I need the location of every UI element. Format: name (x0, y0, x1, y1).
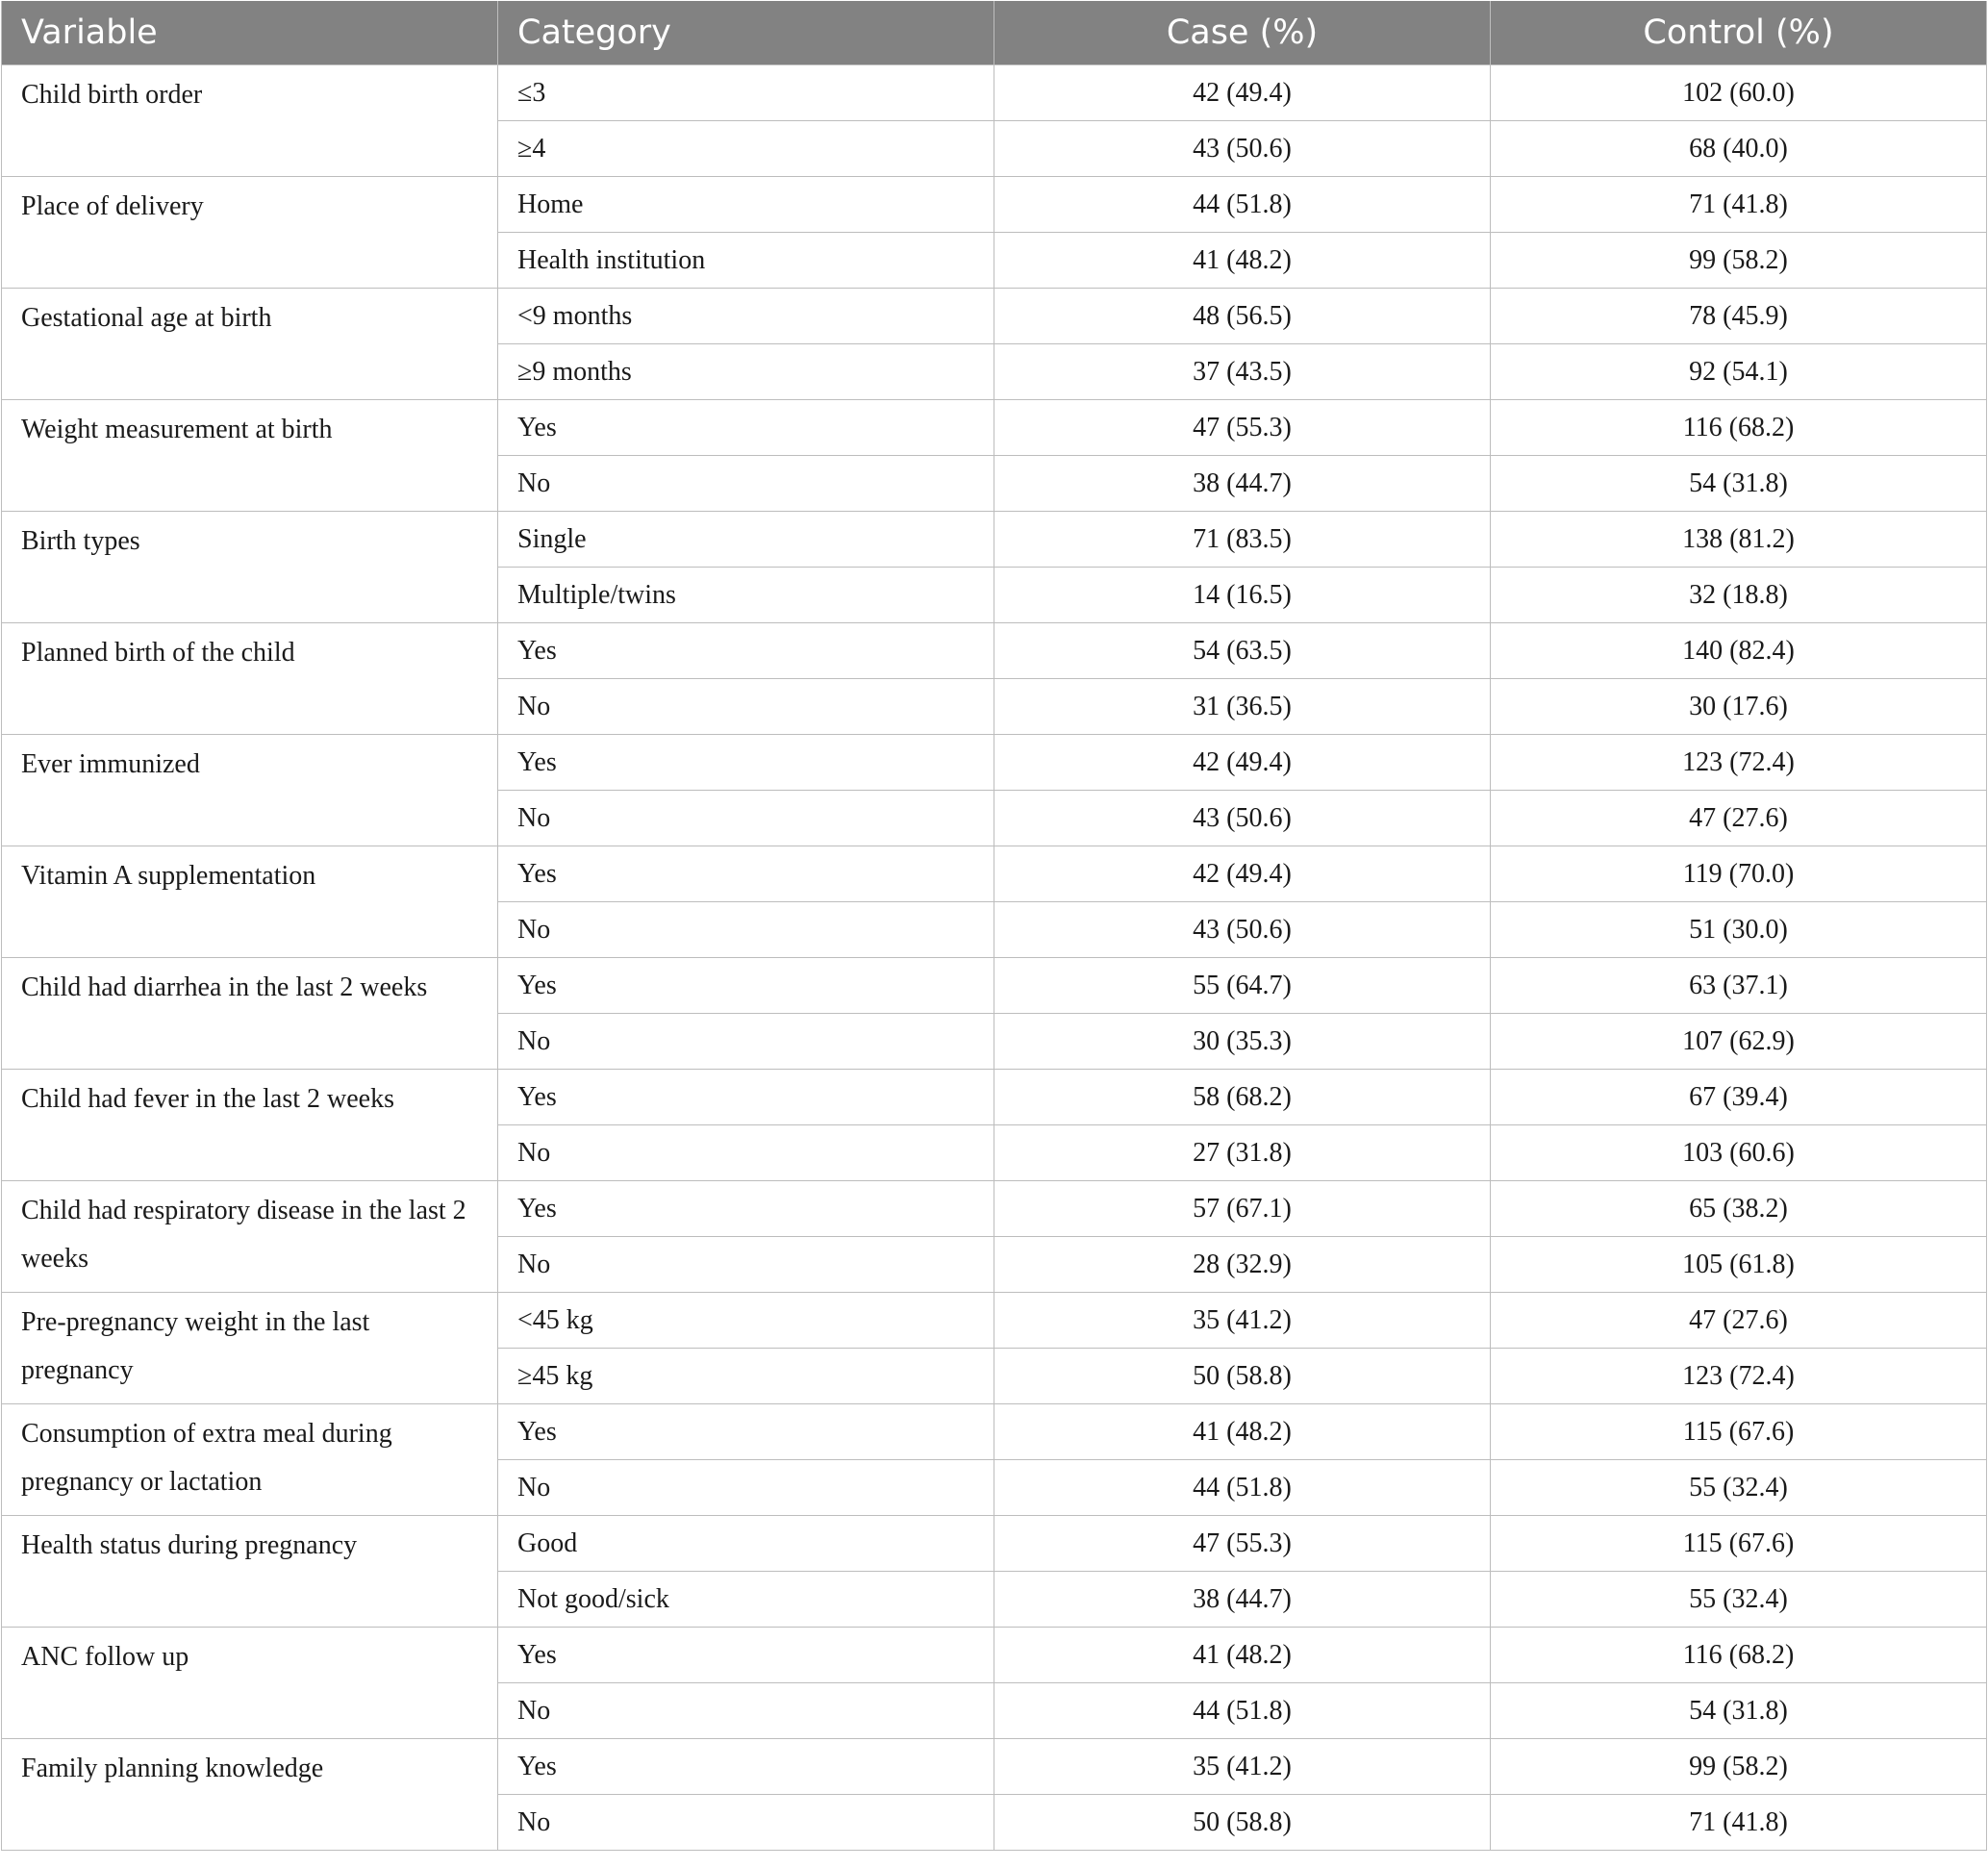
control-cell: 103 (60.6) (1491, 1125, 1987, 1181)
case-cell: 42 (49.4) (994, 846, 1491, 902)
data-table (1, 1, 1987, 1851)
header-row (2, 1, 1987, 65)
category-cell: ≥9 months (498, 344, 994, 400)
category-cell: Yes (498, 846, 994, 902)
case-cell: 57 (67.1) (994, 1181, 1491, 1237)
category-cell: Yes (498, 1628, 994, 1683)
case-cell: 58 (68.2) (994, 1070, 1491, 1125)
control-cell: 107 (62.9) (1491, 1014, 1987, 1070)
case-cell: 44 (51.8) (994, 1460, 1491, 1516)
case-cell: 35 (41.2) (994, 1293, 1491, 1349)
header-case: Case (%) (994, 1, 1491, 65)
category-cell: Not good/sick (498, 1572, 994, 1628)
variable-cell: Weight measurement at birth (2, 400, 498, 512)
category-cell: Yes (498, 1181, 994, 1237)
case-cell: 41 (48.2) (994, 1404, 1491, 1460)
control-cell: 30 (17.6) (1491, 679, 1987, 735)
category-cell: Yes (498, 1739, 994, 1795)
variable-cell: Child had respiratory disease in the last 2 weeks (2, 1181, 498, 1293)
case-cell: 50 (58.8) (994, 1349, 1491, 1404)
case-cell: 43 (50.6) (994, 121, 1491, 177)
control-cell: 32 (18.8) (1491, 568, 1987, 623)
variable-cell: Vitamin A supplementation (2, 846, 498, 958)
variable-cell: Consumption of extra meal during pregnancy or lactation (2, 1404, 498, 1516)
control-cell: 116 (68.2) (1491, 1628, 1987, 1683)
case-cell: 35 (41.2) (994, 1739, 1491, 1795)
table-row (2, 1628, 1987, 1683)
table-row (2, 1070, 1987, 1125)
case-cell: 47 (55.3) (994, 1516, 1491, 1572)
control-cell: 47 (27.6) (1491, 791, 1987, 846)
case-cell: 42 (49.4) (994, 65, 1491, 121)
case-cell: 48 (56.5) (994, 289, 1491, 344)
category-cell: No (498, 1795, 994, 1851)
control-cell: 55 (32.4) (1491, 1572, 1987, 1628)
control-cell: 140 (82.4) (1491, 623, 1987, 679)
table-row (2, 65, 1987, 121)
control-cell: 51 (30.0) (1491, 902, 1987, 958)
control-cell: 116 (68.2) (1491, 400, 1987, 456)
table-row (2, 289, 1987, 344)
variable-cell: Family planning knowledge (2, 1739, 498, 1851)
case-cell: 44 (51.8) (994, 177, 1491, 233)
variable-cell: Health status during pregnancy (2, 1516, 498, 1628)
table-row (2, 400, 1987, 456)
category-cell: Health institution (498, 233, 994, 289)
case-cell: 41 (48.2) (994, 1628, 1491, 1683)
control-cell: 99 (58.2) (1491, 1739, 1987, 1795)
control-cell: 54 (31.8) (1491, 456, 1987, 512)
category-cell: No (498, 1125, 994, 1181)
control-cell: 119 (70.0) (1491, 846, 1987, 902)
control-cell: 54 (31.8) (1491, 1683, 1987, 1739)
case-cell: 38 (44.7) (994, 1572, 1491, 1628)
control-cell: 68 (40.0) (1491, 121, 1987, 177)
variable-cell: Child had diarrhea in the last 2 weeks (2, 958, 498, 1070)
table-row (2, 846, 1987, 902)
case-cell: 28 (32.9) (994, 1237, 1491, 1293)
case-cell: 55 (64.7) (994, 958, 1491, 1014)
case-cell: 71 (83.5) (994, 512, 1491, 568)
case-cell: 27 (31.8) (994, 1125, 1491, 1181)
variable-cell: ANC follow up (2, 1628, 498, 1739)
category-cell: Home (498, 177, 994, 233)
category-cell: Yes (498, 735, 994, 791)
variable-cell: Birth types (2, 512, 498, 623)
case-cell: 44 (51.8) (994, 1683, 1491, 1739)
category-cell: No (498, 679, 994, 735)
category-cell: No (498, 1683, 994, 1739)
category-cell: Multiple/twins (498, 568, 994, 623)
category-cell: Yes (498, 1070, 994, 1125)
header-control: Control (%) (1491, 1, 1987, 65)
control-cell: 138 (81.2) (1491, 512, 1987, 568)
category-cell: <45 kg (498, 1293, 994, 1349)
case-cell: 43 (50.6) (994, 791, 1491, 846)
control-cell: 47 (27.6) (1491, 1293, 1987, 1349)
case-cell: 14 (16.5) (994, 568, 1491, 623)
table-row (2, 958, 1987, 1014)
control-cell: 71 (41.8) (1491, 1795, 1987, 1851)
case-cell: 54 (63.5) (994, 623, 1491, 679)
category-cell: No (498, 1460, 994, 1516)
variable-cell: Place of delivery (2, 177, 498, 289)
category-cell: Yes (498, 623, 994, 679)
table-row (2, 1516, 1987, 1572)
category-cell: Yes (498, 400, 994, 456)
control-cell: 65 (38.2) (1491, 1181, 1987, 1237)
table-row (2, 1293, 1987, 1349)
variable-cell: Child had fever in the last 2 weeks (2, 1070, 498, 1181)
category-cell: No (498, 791, 994, 846)
control-cell: 78 (45.9) (1491, 289, 1987, 344)
table-row (2, 1739, 1987, 1795)
control-cell: 71 (41.8) (1491, 177, 1987, 233)
case-cell: 37 (43.5) (994, 344, 1491, 400)
category-cell: Yes (498, 1404, 994, 1460)
category-cell: No (498, 456, 994, 512)
category-cell: Good (498, 1516, 994, 1572)
header-variable: Variable (2, 1, 498, 65)
category-cell: Single (498, 512, 994, 568)
variable-cell: Ever immunized (2, 735, 498, 846)
header-category: Category (498, 1, 994, 65)
case-cell: 43 (50.6) (994, 902, 1491, 958)
category-cell: No (498, 902, 994, 958)
table-body (2, 65, 1987, 1851)
variable-cell: Planned birth of the child (2, 623, 498, 735)
control-cell: 67 (39.4) (1491, 1070, 1987, 1125)
case-cell: 38 (44.7) (994, 456, 1491, 512)
variable-cell: Gestational age at birth (2, 289, 498, 400)
control-cell: 123 (72.4) (1491, 1349, 1987, 1404)
case-cell: 50 (58.8) (994, 1795, 1491, 1851)
control-cell: 123 (72.4) (1491, 735, 1987, 791)
case-cell: 30 (35.3) (994, 1014, 1491, 1070)
category-cell: No (498, 1237, 994, 1293)
category-cell: ≥4 (498, 121, 994, 177)
control-cell: 102 (60.0) (1491, 65, 1987, 121)
control-cell: 55 (32.4) (1491, 1460, 1987, 1516)
table-row (2, 735, 1987, 791)
table-header (2, 1, 1987, 65)
case-cell: 41 (48.2) (994, 233, 1491, 289)
table-row (2, 1404, 1987, 1460)
control-cell: 92 (54.1) (1491, 344, 1987, 400)
category-cell: ≥45 kg (498, 1349, 994, 1404)
control-cell: 115 (67.6) (1491, 1516, 1987, 1572)
category-cell: No (498, 1014, 994, 1070)
table-row (2, 1181, 1987, 1237)
control-cell: 105 (61.8) (1491, 1237, 1987, 1293)
case-cell: 31 (36.5) (994, 679, 1491, 735)
case-cell: 47 (55.3) (994, 400, 1491, 456)
table-row (2, 512, 1987, 568)
variable-cell: Child birth order (2, 65, 498, 177)
table-row (2, 623, 1987, 679)
control-cell: 99 (58.2) (1491, 233, 1987, 289)
variable-cell: Pre-pregnancy weight in the last pregnancy (2, 1293, 498, 1404)
category-cell: ≤3 (498, 65, 994, 121)
table-row (2, 177, 1987, 233)
control-cell: 115 (67.6) (1491, 1404, 1987, 1460)
control-cell: 63 (37.1) (1491, 958, 1987, 1014)
category-cell: Yes (498, 958, 994, 1014)
category-cell: <9 months (498, 289, 994, 344)
case-cell: 42 (49.4) (994, 735, 1491, 791)
